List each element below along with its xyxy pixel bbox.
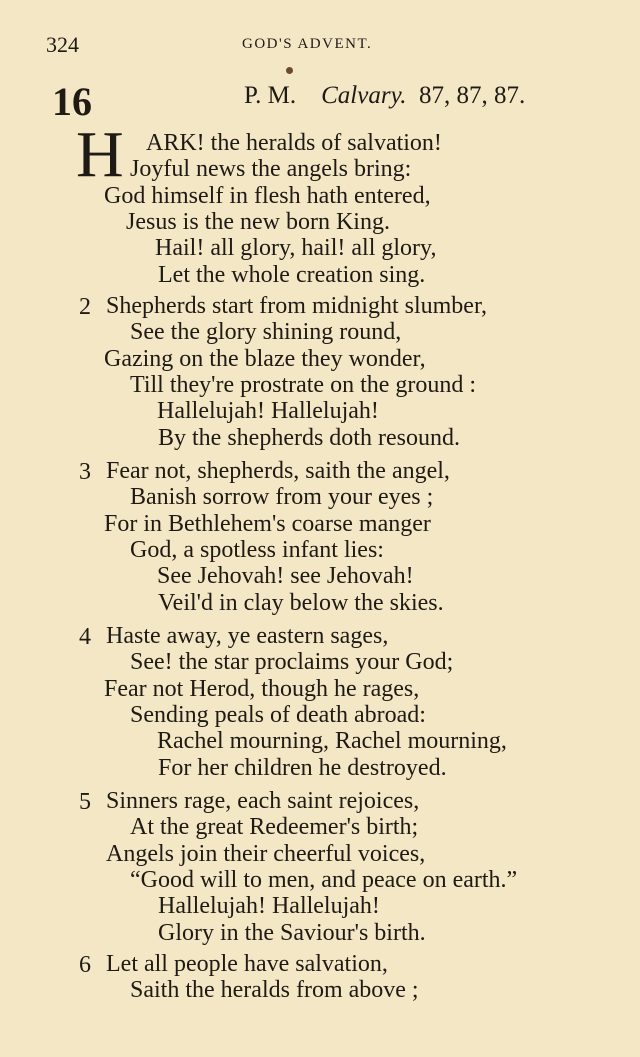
verse-line: Joyful news the angels bring:: [130, 156, 412, 183]
verse-number: 6: [79, 952, 91, 978]
verse-line: Let the whole creation sing.: [158, 261, 426, 288]
verse-line: Jesus is the new born King.: [126, 208, 390, 235]
verse-line: For her children he destroyed.: [158, 754, 447, 781]
verse-line: Angels join their cheerful voices,: [106, 840, 426, 867]
verse-number: 4: [79, 624, 91, 650]
ornament-dot-icon: [286, 67, 293, 74]
verse-line: Hail! all glory, hail! all glory,: [155, 235, 437, 262]
verse-line: Till they're prostrate on the ground :: [130, 371, 477, 398]
verse-line: At the great Redeemer's birth;: [130, 814, 419, 841]
verse-number: 5: [79, 789, 91, 815]
verse-line: See! the star proclaims your God;: [130, 649, 454, 676]
verse-number: 2: [79, 294, 91, 320]
verse-line: God himself in flesh hath entered,: [104, 182, 431, 209]
verse-line: See Jehovah! see Jehovah!: [157, 563, 414, 590]
running-head: [0, 32, 640, 58]
verse-line: Hallelujah! Hallelujah!: [157, 398, 379, 425]
meter-line: [244, 82, 525, 110]
meter-numbers: 87, 87, 87.: [419, 82, 526, 109]
section-title: GOD'S ADVENT.: [242, 36, 373, 52]
drop-cap: H: [76, 118, 124, 191]
verse-line: Fear not, shepherds, saith the angel,: [106, 458, 450, 484]
page-number: 324: [46, 32, 79, 57]
verse-line: For in Bethlehem's coarse manger: [104, 510, 431, 537]
verse-line: Shepherds start from midnight slumber,: [106, 293, 487, 319]
verse-line: Glory in the Saviour's birth.: [158, 919, 426, 946]
verse-line: See the glory shining round,: [130, 319, 402, 346]
verse-number: 3: [79, 459, 91, 485]
verse-line: Banish sorrow from your eyes ;: [130, 484, 434, 511]
verse-line: Let all people have salvation,: [106, 951, 388, 977]
verse-line: By the shepherds doth resound.: [158, 424, 460, 451]
verse-line: ARK! the heralds of salvation!: [146, 130, 442, 156]
verse-line: God, a spotless infant lies:: [130, 536, 384, 563]
verse-line: Haste away, ye eastern sages,: [106, 623, 389, 649]
verse-line: Hallelujah! Hallelujah!: [158, 893, 380, 920]
verse-line: “Good will to men, and peace on earth.”: [130, 866, 518, 893]
meter-label: P. M.: [244, 82, 297, 109]
hymn-number: 16: [52, 79, 92, 124]
verse-line: Sinners rage, each saint rejoices,: [106, 788, 420, 814]
verse-line: Gazing on the blaze they wonder,: [104, 345, 426, 372]
tune-name: Calvary.: [321, 82, 407, 109]
verse-line: Veil'd in clay below the skies.: [158, 589, 444, 616]
verse-line: Fear not Herod, though he rages,: [104, 675, 420, 702]
verse-line: Saith the heralds from above ;: [130, 977, 419, 1004]
verse-line: Rachel mourning, Rachel mourning,: [157, 728, 507, 755]
verse-line: Sending peals of death abroad:: [130, 701, 426, 728]
